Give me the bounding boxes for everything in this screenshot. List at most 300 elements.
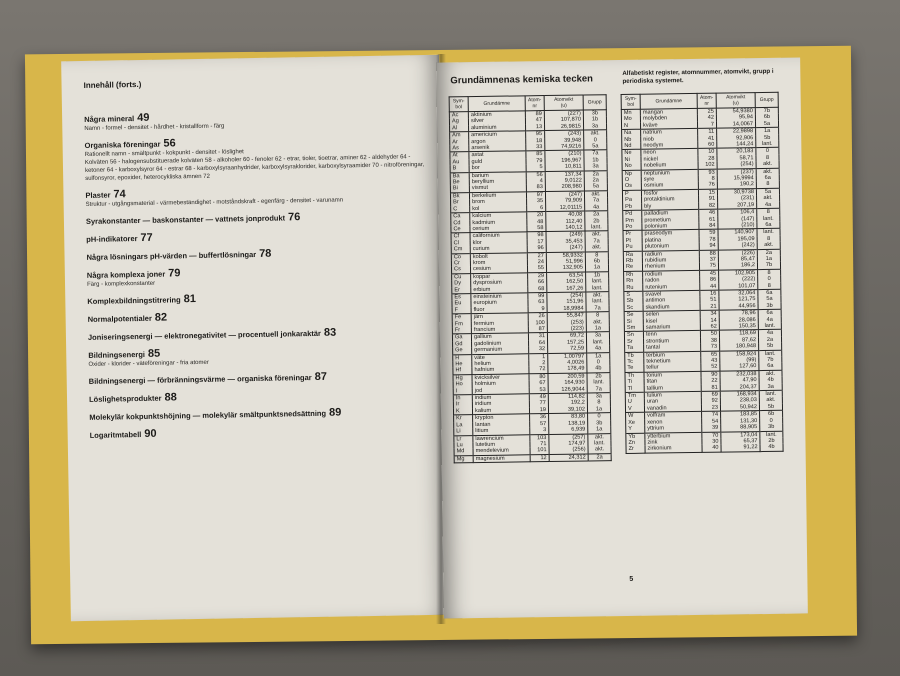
element-symbol: Nd (622, 143, 641, 150)
atomic-weight: 168,934 (720, 391, 759, 398)
atomic-number: 82 (699, 202, 718, 209)
atomic-weight: 1,00797 (548, 353, 587, 360)
element-name: kalcium (470, 212, 527, 220)
atomic-number: 73 (701, 344, 720, 351)
element-name: praseodym (642, 230, 699, 238)
toc-entry-title-text: Normalpotentialer (87, 313, 152, 324)
toc-entry (89, 369, 429, 387)
atomic-weight: 91,22 (721, 444, 760, 451)
element-name: uran (644, 398, 701, 405)
element-name: natrium (641, 129, 698, 137)
element-symbol: He (453, 361, 472, 368)
atomic-weight: 157,25 (548, 339, 587, 346)
atomic-number: 86 (700, 277, 719, 284)
element-group: 8 (586, 312, 609, 319)
atomic-weight: 88,905 (721, 424, 760, 431)
toc-entry-description: Struktur - utgångsmaterial - värmebeständighet - motståndskraft - egenfärg - densitet - varunamn (85, 197, 344, 208)
atomic-number: 38 (701, 337, 720, 344)
element-group: 8 (758, 269, 781, 276)
element-symbol: Ne (622, 150, 641, 157)
atomic-weight: 106,4 (718, 209, 757, 216)
atomic-weight: (243) (545, 130, 584, 137)
atomic-number: 62 (700, 324, 719, 331)
atomic-number: 50 (700, 331, 719, 338)
atomic-weight: 39,948 (545, 137, 584, 144)
element-group: 2a (758, 337, 781, 344)
element-symbol: Ra (623, 251, 642, 258)
atomic-weight: 232,038 (720, 370, 759, 377)
atomic-weight: 140,12 (546, 224, 585, 231)
column-header: Grupp (755, 92, 778, 107)
element-name: holmium (472, 381, 529, 388)
column-header: Atomvikt (u) (544, 95, 583, 111)
toc-entry-title-text: Molekylär kokpunktshöjning — molekylär smältpunktsnedsättning (89, 408, 327, 422)
page-title: Grundämnenas kemiska tecken (450, 73, 594, 87)
element-group: lant. (586, 278, 609, 285)
element-name: prometium (642, 216, 699, 223)
element-name: arsenik (469, 144, 526, 152)
element-name: lawrencium (473, 434, 530, 442)
element-group: 7b (757, 262, 780, 269)
atomic-weight: 28,086 (719, 317, 758, 324)
element-symbol: Dy (452, 280, 471, 287)
atomic-weight: 95,94 (716, 115, 755, 122)
element-symbol: Cr (451, 260, 470, 267)
element-symbol: Cl (451, 240, 470, 247)
element-group: akt. (757, 242, 780, 249)
element-symbol: Be (450, 179, 469, 186)
atomic-weight: 127,60 (720, 364, 759, 371)
toc-entry (86, 227, 426, 245)
element-name: berkelium (469, 192, 526, 200)
atomic-weight: 208,980 (545, 184, 584, 191)
atomic-number: 17 (527, 239, 546, 246)
element-name: osmium (641, 182, 698, 190)
column-header: Sym- bol (449, 97, 468, 112)
element-symbol: Y (626, 426, 645, 433)
atomic-number: 45 (700, 270, 719, 277)
element-group: 1b (584, 157, 607, 164)
element-group: lant. (759, 350, 782, 357)
atomic-number: 29 (528, 272, 547, 279)
element-name: fermium (471, 320, 528, 327)
element-name: volfram (645, 412, 702, 420)
element-group: 5b (759, 404, 782, 411)
element-name: zirkonium (645, 445, 702, 453)
element-group: 0 (584, 137, 607, 144)
element-name: torium (644, 371, 701, 379)
atomic-number: 94 (699, 243, 718, 250)
atomic-number: 80 (529, 373, 548, 380)
atomic-weight: 14,0067 (716, 121, 755, 128)
element-group: 8 (756, 155, 779, 162)
element-group: akt. (585, 231, 608, 238)
element-symbol: Sn (624, 332, 643, 339)
atomic-weight: 102,905 (719, 269, 758, 276)
element-group: 6a (756, 175, 779, 182)
atomic-weight: 238,03 (720, 398, 759, 405)
element-symbol: V (625, 406, 644, 413)
element-name: silver (468, 118, 525, 125)
atomic-number: 101 (530, 447, 549, 454)
atomic-weight: 196,967 (545, 157, 584, 164)
atomic-weight: 118,69 (719, 330, 758, 337)
atomic-number: 11 (698, 128, 717, 135)
element-symbol: Ta (625, 345, 644, 352)
atomic-number: 46 (699, 209, 718, 216)
atomic-weight: 35,453 (546, 238, 585, 245)
toc-entry-description: Namn - formel - densitet - hårdhet - kristallform - färg (84, 123, 225, 132)
atomic-weight: 162,50 (547, 279, 586, 286)
atomic-number: 32 (529, 346, 548, 353)
element-name: litium (473, 427, 530, 435)
atomic-number: 51 (700, 297, 719, 304)
element-name: magnesium (473, 455, 530, 463)
atomic-weight: 26,9815 (545, 123, 584, 130)
atomic-weight: 107,870 (544, 117, 583, 124)
atomic-number: 69 (701, 391, 720, 398)
atomic-number: 84 (699, 223, 718, 230)
element-symbol: Lr (454, 435, 473, 442)
element-group: 5b (756, 134, 779, 141)
column-header: Atom- nr (697, 93, 716, 108)
atomic-number: 8 (698, 176, 717, 183)
atomic-number: 13 (526, 124, 545, 131)
element-symbol: Po (623, 224, 642, 231)
column-header: Grupp (583, 95, 606, 110)
element-symbol: Tm (625, 392, 644, 399)
element-name: antimon (643, 297, 700, 304)
element-group: 0 (756, 148, 779, 155)
element-name: curium (470, 245, 527, 253)
element-name: tenn (643, 331, 700, 339)
atomic-weight: 140,907 (718, 229, 757, 236)
element-name: svavel (643, 290, 700, 298)
element-name: hafnium (472, 367, 529, 375)
atomic-number: 52 (701, 364, 720, 371)
element-symbol: Np (622, 170, 641, 177)
atomic-weight: 65,37 (721, 438, 760, 445)
element-name: aktinium (468, 111, 525, 119)
atomic-number: 48 (527, 219, 546, 226)
element-name: yttrium (645, 425, 702, 433)
element-symbol: K (453, 408, 472, 415)
atomic-number: 100 (528, 320, 547, 327)
atomic-weight: 24,312 (549, 454, 588, 462)
element-name: astat (469, 151, 526, 159)
atomic-number: 36 (530, 414, 549, 421)
element-symbol: Fr (452, 327, 471, 334)
atomic-weight: 40,08 (546, 211, 585, 218)
element-symbol: Ir (453, 402, 472, 409)
atomic-weight: 121,75 (719, 296, 758, 303)
element-group: 2a (757, 249, 780, 256)
element-name: tallium (644, 385, 701, 393)
element-group: 4a (758, 330, 781, 337)
atomic-number: 96 (527, 245, 546, 252)
atomic-number: 22 (701, 378, 720, 385)
element-name: polonium (642, 223, 699, 231)
element-table-left (449, 94, 612, 463)
element-name: aluminium (469, 124, 526, 132)
element-name: radium (642, 250, 699, 258)
element-name: skandium (643, 304, 700, 312)
atomic-number: 91 (699, 196, 718, 203)
element-group: 4a (585, 204, 608, 211)
element-group: 5b (759, 343, 782, 350)
atomic-weight: (247) (546, 245, 585, 252)
element-group: 2a (588, 453, 611, 461)
atomic-weight: 58,71 (717, 155, 756, 162)
element-group: 0 (760, 417, 783, 424)
element-symbol: Au (450, 159, 469, 166)
element-group: akt. (586, 319, 609, 326)
atomic-number: 90 (701, 371, 720, 378)
element-name: gadolinium (472, 340, 529, 347)
toc-entry-description: Färg - komplexkonstanter (86, 280, 156, 288)
element-symbol: Th (625, 372, 644, 379)
atomic-number: 9 (528, 306, 547, 313)
element-name: lutetium (473, 441, 530, 448)
element-group: 6a (757, 222, 780, 229)
element-symbol: Mn (621, 109, 640, 116)
atomic-weight: 137,34 (545, 171, 584, 178)
toc-entry (86, 209, 426, 227)
element-symbol: Bi (450, 186, 469, 193)
element-group: 7a (584, 150, 607, 157)
toc-entry-title (89, 369, 429, 387)
atomic-number: 70 (702, 432, 721, 439)
element-name: cesium (470, 266, 527, 274)
element-group: 6b (755, 114, 778, 121)
element-group: lant. (586, 285, 609, 292)
atomic-number: 43 (701, 358, 720, 365)
element-group: 1a (757, 256, 780, 263)
element-symbol: Co (451, 253, 470, 260)
page-number: 5 (629, 575, 634, 583)
element-group: lant. (587, 379, 610, 386)
element-symbol: Bk (450, 192, 469, 199)
atomic-weight: (247) (545, 191, 584, 198)
element-name: rodium (643, 270, 700, 278)
atomic-number: 39 (702, 425, 721, 432)
atomic-weight: 32,064 (719, 290, 758, 297)
element-group: 6b (760, 411, 783, 418)
toc-entry-title-text: Syrakonstanter — baskonstanter — vattnets jonprodukt (85, 213, 286, 226)
atomic-weight: (254) (547, 292, 586, 299)
element-group: lant. (757, 229, 780, 236)
element-name: iridium (472, 401, 529, 408)
atomic-weight: (222) (719, 276, 758, 283)
atomic-number: 14 (700, 317, 719, 324)
toc-header: Innehåll (forts.) (83, 79, 142, 90)
element-symbol: Sm (624, 325, 643, 332)
element-group: 3b (758, 303, 781, 310)
element-group: 3b (583, 110, 606, 117)
atomic-number: 31 (528, 333, 547, 340)
element-group: 4b (759, 377, 782, 384)
atomic-weight: 63,54 (547, 272, 586, 279)
element-name: neon (641, 149, 698, 157)
element-group: akt. (588, 446, 611, 453)
atomic-number: 10 (698, 149, 717, 156)
element-name: helium (472, 360, 529, 367)
atomic-weight: 10,811 (545, 164, 584, 171)
atomic-weight: 167,26 (547, 285, 586, 292)
toc-entry-title (88, 307, 428, 325)
element-symbol: Tb (625, 352, 644, 359)
atomic-number: 67 (529, 380, 548, 387)
element-name: neptunium (641, 169, 698, 177)
atomic-weight: 55,847 (547, 312, 586, 319)
atomic-number: 58 (527, 225, 546, 232)
element-group: 4a (758, 316, 781, 323)
element-group: 3b (760, 424, 783, 431)
atomic-number: 93 (698, 169, 717, 176)
element-group: 4b (760, 444, 783, 451)
element-group: 5a (755, 121, 778, 128)
element-symbol: Ba (450, 172, 469, 179)
element-symbol: Sr (625, 339, 644, 346)
element-name: molybden (640, 115, 697, 122)
element-symbol: Lu (454, 442, 473, 449)
atomic-number: 56 (526, 171, 545, 178)
element-name: zink (645, 439, 702, 446)
element-name: kisel (643, 317, 700, 324)
toc-entry (85, 183, 425, 209)
element-symbol: Nb (622, 136, 641, 143)
atomic-weight: (227) (544, 110, 583, 117)
element-symbol: Li (454, 428, 473, 435)
atomic-number: 97 (526, 191, 545, 198)
element-symbol: Er (452, 287, 471, 294)
element-symbol: Rn (624, 278, 643, 285)
element-group: 3b (588, 420, 611, 427)
element-symbol: Pb (623, 203, 642, 210)
element-symbol: Ag (449, 119, 468, 126)
element-group: 1b (586, 271, 609, 278)
atomic-weight: 85,47 (718, 256, 757, 263)
element-group: 6a (758, 289, 781, 296)
element-group: akt. (588, 433, 611, 440)
element-group: 7b (759, 357, 782, 364)
toc-entry (88, 325, 428, 343)
toc-entry-title (86, 227, 426, 245)
atomic-number: 102 (698, 162, 717, 169)
element-name: plutonium (642, 243, 699, 251)
element-symbol: At (450, 152, 469, 159)
element-group: lant. (587, 339, 610, 346)
element-symbol: Xe (626, 419, 645, 426)
toc-entry-title-text: Löslighetsprodukter (88, 393, 162, 404)
element-group: 1a (587, 406, 610, 413)
element-group: 1a (585, 265, 608, 272)
atomic-number: 54 (702, 418, 721, 425)
element-symbol: No (622, 163, 641, 170)
atomic-weight: 207,19 (718, 202, 757, 209)
element-group: 2a (584, 170, 607, 177)
atomic-number: 74 (702, 411, 721, 418)
toc-entry-page: 56 (163, 137, 176, 150)
atomic-number: 76 (698, 182, 717, 189)
element-group: 7a (585, 238, 608, 245)
atomic-weight: 79,909 (546, 198, 585, 205)
atomic-weight: 30,9738 (717, 188, 756, 195)
element-group: 8 (585, 251, 608, 258)
element-symbol: Ga (452, 334, 471, 341)
atomic-weight: 44,956 (719, 303, 758, 310)
element-symbol: F (452, 307, 471, 314)
element-symbol: Cu (452, 273, 471, 280)
toc-entry-page: 85 (147, 347, 161, 360)
atomic-weight: (226) (718, 249, 757, 256)
element-group: 2a (584, 177, 607, 184)
atomic-number: 42 (697, 115, 716, 122)
toc-entry-title (89, 405, 429, 423)
element-symbol: Zr (626, 446, 645, 453)
atomic-number: 1 (529, 353, 548, 360)
element-symbol: Tc (625, 359, 644, 366)
element-name: americium (469, 131, 526, 139)
atomic-number: 71 (530, 441, 549, 448)
atomic-weight: 173,04 (721, 431, 760, 438)
toc-entry-title-text: Organiska föreningar (84, 139, 161, 150)
element-symbol: P (622, 190, 641, 197)
element-name: jod (472, 387, 529, 395)
atomic-weight: 74,9216 (545, 144, 584, 151)
element-name: terbium (644, 351, 701, 359)
toc-entry-title (87, 289, 427, 307)
element-group: 3a (583, 123, 606, 130)
atomic-number: 3 (530, 427, 549, 434)
element-symbol: Ni (622, 157, 641, 164)
element-symbol: Mg (454, 455, 473, 463)
toc-entry-title (89, 387, 429, 405)
element-name: guld (469, 158, 526, 165)
atomic-weight: 126,9044 (548, 386, 587, 393)
element-name: titan (644, 378, 701, 385)
element-symbol: Te (625, 365, 644, 372)
element-group: akt. (759, 370, 782, 377)
element-group: lant. (586, 299, 609, 306)
atomic-weight: 138,19 (549, 420, 588, 427)
toc-entry-page: 76 (288, 211, 301, 224)
element-name: indium (472, 394, 529, 402)
element-group: lant. (758, 323, 781, 330)
element-group: lant. (760, 431, 783, 438)
atomic-weight: 150,35 (719, 323, 758, 330)
element-group: akt. (757, 195, 780, 202)
element-symbol: W (626, 412, 645, 419)
toc-entry-title-text: Joniseringsenergi — elektronegativitet — procentuell jonkaraktär (87, 328, 321, 342)
element-name: erbium (471, 286, 528, 294)
element-name: vismut (469, 185, 526, 193)
element-name: tulium (644, 391, 701, 399)
atomic-number: 55 (527, 265, 546, 272)
atomic-weight: 58,9332 (546, 252, 585, 259)
toc-entry-title-text: Bildningsenergi — förbränningsvärme — organiska föreningar (88, 373, 312, 386)
element-name: rubidium (642, 257, 699, 264)
element-name: argon (469, 138, 526, 145)
toc-entry-page: 79 (168, 267, 181, 280)
toc-entry (90, 423, 430, 441)
element-group: akt. (584, 130, 607, 137)
atomic-weight: 78,96 (719, 310, 758, 317)
element-name: kadmium (470, 219, 527, 226)
element-group: lant. (588, 440, 611, 447)
atomic-number: 2 (529, 360, 548, 367)
page-subtitle: Alfabetiskt register, atomnummer, atomvikt, grupp i periodiska systemet. (622, 67, 774, 85)
